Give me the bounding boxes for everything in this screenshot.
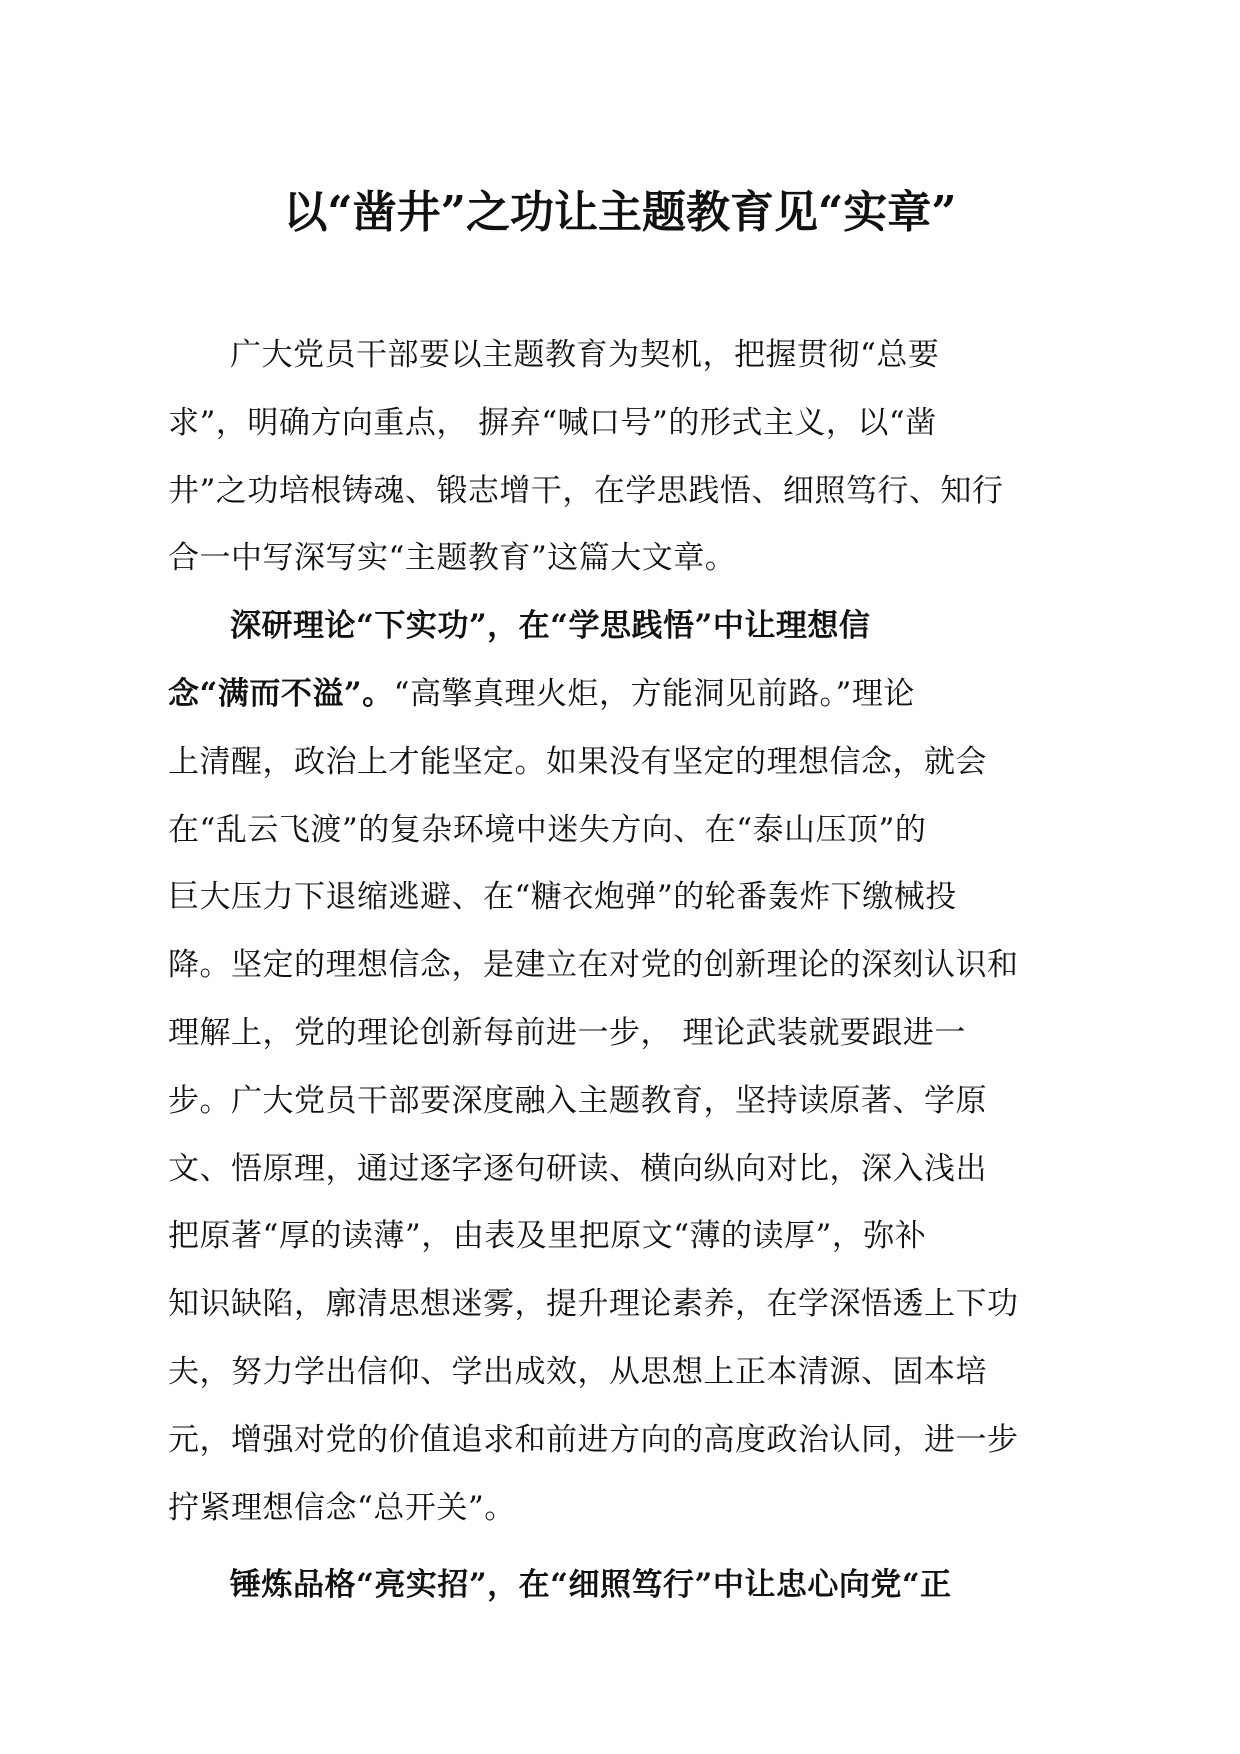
text-line: 求”，明确方向重点， 摒弃“喊口号”的形式主义，以“凿	[168, 404, 937, 441]
text-line: 广大党员干部要以主题教育为契机，把握贯彻“总要	[230, 337, 940, 373]
paragraph-intro	[168, 322, 1068, 593]
text-line: 元，增强对党的价值追求和前进方向的高度政治认同，进一步	[168, 1421, 1019, 1458]
text-line: 合一中写深写实“主题教育”这篇大文章。	[168, 540, 737, 577]
text-line: 降。坚定的理想信念，是建立在对党的创新理论的深刻认识和	[168, 947, 1019, 984]
section-heading-tail: 念“满而不溢”。	[168, 675, 394, 712]
text-line	[168, 661, 1068, 729]
text-line: 上清醒，政治上才能坚定。如果没有坚定的理想信念，就会	[168, 743, 987, 780]
text-line: 把原著“厚的读薄”，由表及里把原文“薄的读厚”，弥补	[168, 1218, 927, 1255]
text-line: 夫，努力学出信仰、学出成效，从思想上正本清源、固本培	[168, 1353, 987, 1390]
text-line: 拧紧理想信念“总开关”。	[168, 1489, 516, 1526]
quote-text: “高擎真理火炬，方能洞见前路。”理论	[393, 675, 915, 712]
paragraph-gap	[168, 1542, 1068, 1552]
text-line: 文、悟原理，通过逐字逐句研读、横向纵向对比，深入浅出	[168, 1150, 987, 1187]
text-line: 知识缺陷，廓清思想迷雾，提升理论素养，在学深悟透上下功	[168, 1286, 1019, 1323]
document-body	[168, 322, 1068, 1620]
text-line: 理解上，党的理论创新每前进一步， 理论武装就要跟进一	[168, 1014, 966, 1051]
text-line: 步。广大党员干部要深度融入主题教育，坚持读原著、学原	[168, 1082, 987, 1119]
text-line: 井”之功培根铸魂、锻志增干，在学思践悟、细照笃行、知行	[168, 472, 1004, 509]
paragraph-theory	[168, 593, 1068, 1542]
paragraph-character	[168, 1552, 1068, 1620]
text-line: 在“乱云飞渡”的复杂环境中迷失方向、在“泰山压顶”的	[168, 811, 927, 848]
text-line: 巨大压力下退缩逃避、在“糖衣炮弹”的轮番轰炸下缴械投	[168, 879, 957, 916]
document-title: 以“凿井”之功让主题教育见“实章”	[283, 187, 957, 238]
section-heading: 锤炼品格“亮实招”，在“细照笃行”中让忠心向党“正	[230, 1567, 952, 1604]
section-heading: 深研理论“下实功”，在“学思践悟”中让理想信	[230, 608, 871, 645]
